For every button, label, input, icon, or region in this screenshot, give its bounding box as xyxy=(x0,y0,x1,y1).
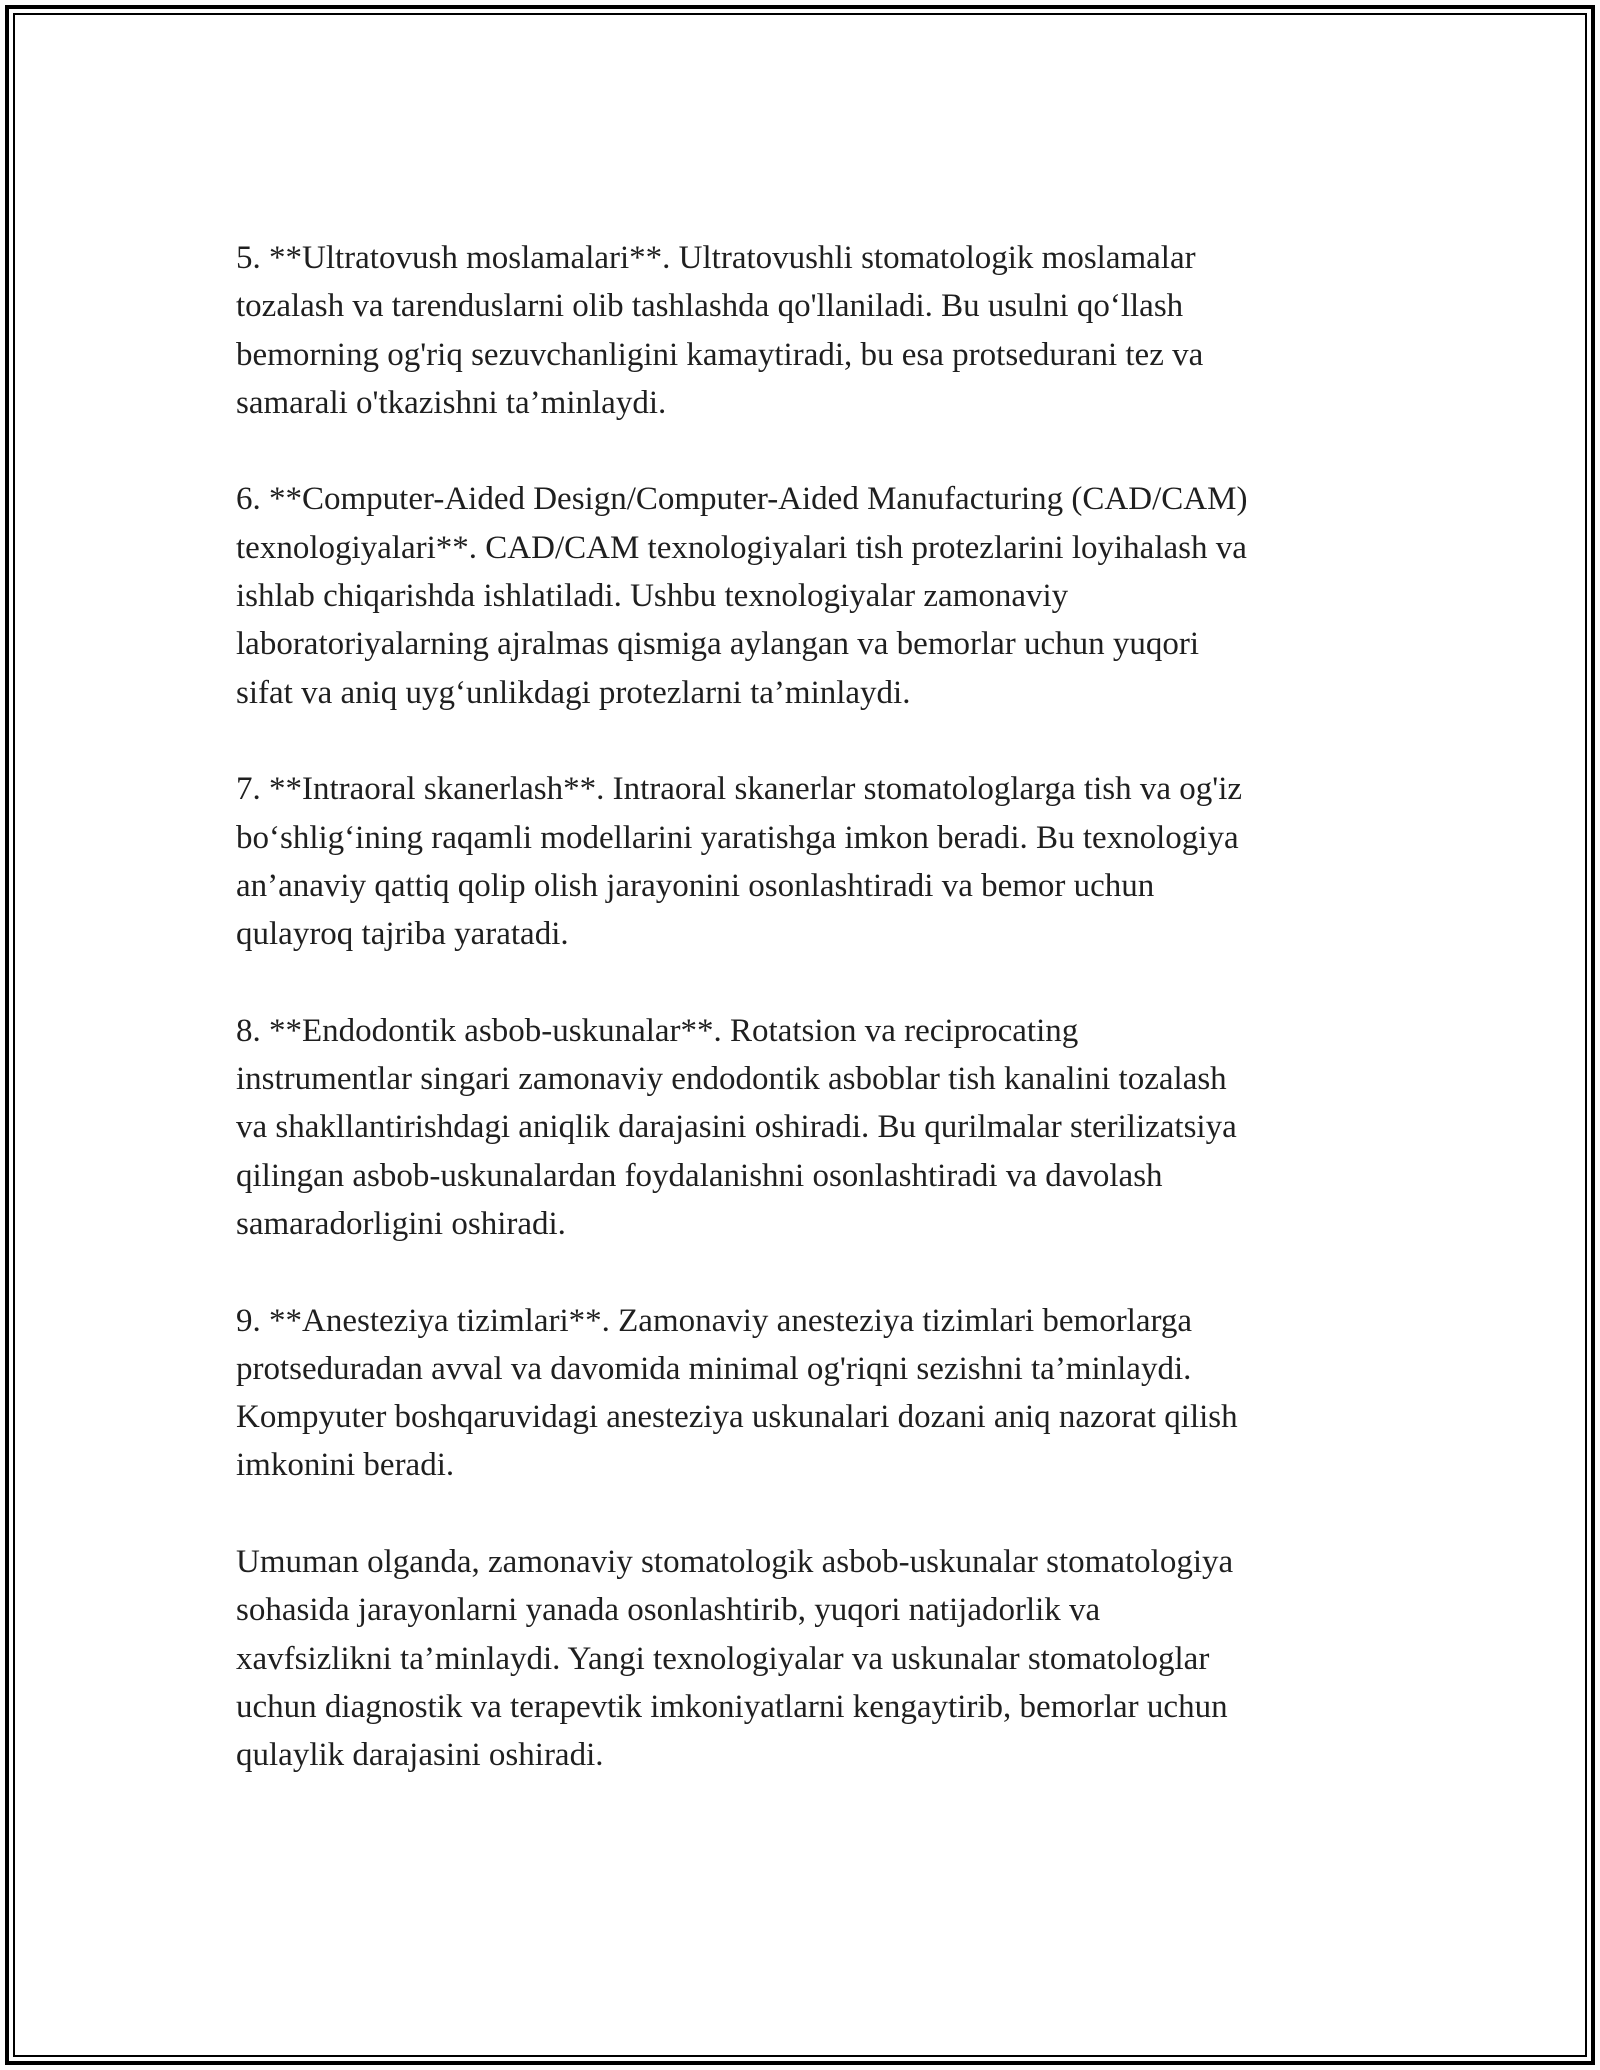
paragraph-conclusion: Umuman olganda, zamonaviy stomatologik asbob-uskunalar stomatologiya sohasida jarayonlarni yanada osonlashtirib, yuqori natijadorlik va xavfsizlikni ta’minlaydi. Yangi texnologiyalar va uskunalar stomatologlar uchun diagnostik va terapevtik imkoniyatlarni kengaytirib, bemorlar uchun qulaylik darajasini oshiradi. xyxy=(236,1544,1234,1774)
paragraph-cad-cam-technologies: 6. **Computer-Aided Design/Computer-Aided Manufacturing (CAD/CAM) texnologiyalari**. CAD/CAM texnologiyalari tish protezlarini loyihalash va ishlab chiqarishda ishlatiladi. Ushbu texnologiyalar zamonaviy laboratoriyalarning ajralmas qismiga aylangan va bemorlar uchun yuqori sifat va aniq uyg‘unlikdagi protezlarni ta’minlaydi. xyxy=(236,481,1248,711)
document-body xyxy=(236,234,1376,1780)
paragraph-intraoral-scanning: 7. **Intraoral skanerlash**. Intraoral skanerlar stomatologlarga tish va og'iz bo‘shlig‘ining raqamli modellarini yaratishga imkon beradi. Bu texnologiya an’anaviy qattiq qolip olish jarayonini osonlashtiradi va bemor uchun qulayroq tajriba yaratadi. xyxy=(236,771,1243,953)
paragraph-endodontic-instruments: 8. **Endodontik asbob-uskunalar**. Rotatsion va reciprocating instrumentlar singari zamonaviy endodontik asboblar tish kanalini tozalash va shakllantirishdagi aniqlik darajasini oshiradi. Bu qurilmalar sterilizatsiya qilingan asbob-uskunalardan foydalanishni osonlashtiradi va davolash samaradorligini oshiradi. xyxy=(236,1012,1237,1242)
paragraph-anesthesia-systems: 9. **Anesteziya tizimlari**. Zamonaviy anesteziya tizimlari bemorlarga protseduradan avval va davomida minimal og'riqni sezishni ta’minlaydi. Kompyuter boshqaruvidagi anesteziya uskunalari dozani aniq nazorat qilish imkonini beradi. xyxy=(236,1302,1238,1484)
paragraph-ultrasound-devices: 5. **Ultratovush moslamalari**. Ultratovushli stomatologik moslamalar tozalash va tarenduslarni olib tashlashda qo'llaniladi. Bu usulni qo‘llash bemorning og'riq sezuvchanligini kamaytiradi, bu esa protsedurani tez va samarali o'tkazishni ta’minlaydi. xyxy=(236,240,1204,421)
